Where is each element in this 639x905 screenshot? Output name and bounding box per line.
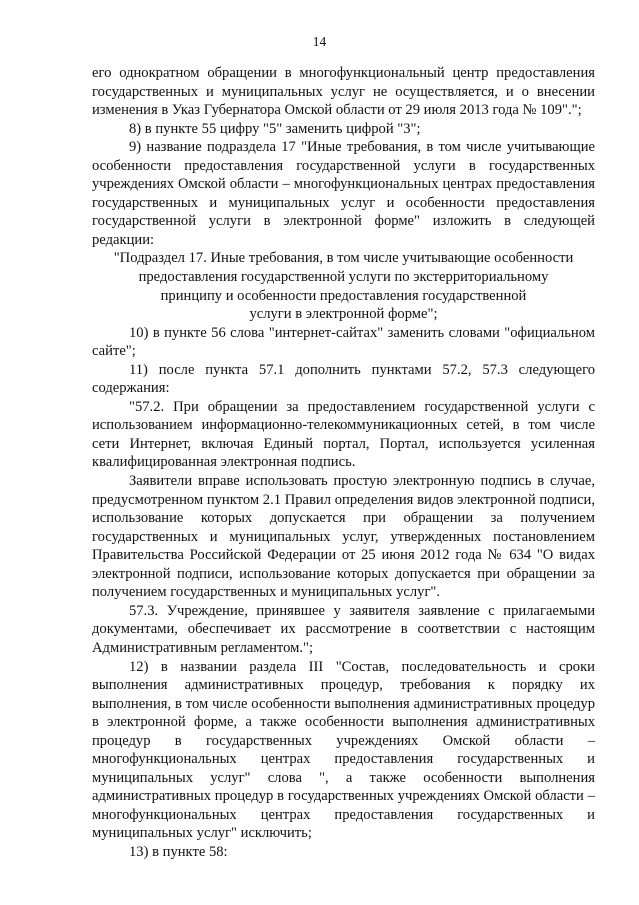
paragraph-item-10: 10) в пункте 56 слова "интернет-сайтах" заменить словами "официальном сайте"; xyxy=(92,324,595,360)
paragraph-item-11: 11) после пункта 57.1 дополнить пунктами 57.2, 57.3 следующего содержания: xyxy=(92,361,595,397)
paragraph-applicants: Заявители вправе использовать простую электронную подпись в случае, предусмотренном пунктом 2.1 Правил определения видов электронной подписи, использование которых допускается при обращении за получением государственных и муниципальных услуг, утвержденных постановлением Правительства Российской Федерации от 25 июня 2012 года № 634 "О видах электронной подписи, использование которых допускается при обращении за получением государственных и муниципальных услуг". xyxy=(92,473,595,601)
paragraph-item-8: 8) в пункте 55 цифру "5" заменить цифрой "3"; xyxy=(129,120,421,137)
paragraph-item-9: 9) название подраздела 17 "Иные требования, в том числе учитывающие особенности предоставления государственной услуги в государственных учреждениях Омской области – многофункциональных центрах предоставления государственных и муниципальных услуг и особенности предоставления государственной услуги в электронной форме" изложить в следующей редакции: xyxy=(92,139,595,248)
paragraph-57-2: "57.2. При обращении за предоставлением государственной услуги с использованием информационно-телекоммуникационных сетей, в том числе сети Интернет, включая Единый портал, Портал, используется усиленная квалифицированная электронная подпись. xyxy=(92,398,595,471)
paragraph-item-13: 13) в пункте 58: xyxy=(129,843,228,860)
paragraph-57-3: 57.3. Учреждение, принявшее у заявителя заявление с прилагаемыми документами, обеспечивает их рассмотрение в соответствии с настоящим Административным регламентом."; xyxy=(92,602,595,656)
quoted-title-line: услуги в электронной форме"; xyxy=(249,306,438,323)
quoted-title-line: принципу и особенности предоставления государственной xyxy=(160,287,527,304)
quoted-subsection-title xyxy=(92,249,595,323)
document-body xyxy=(92,64,595,862)
quoted-title-line: "Подраздел 17. Иные требования, в том числе учитывающие особенности xyxy=(113,250,574,267)
paragraph-continuation: его однократном обращении в многофункциональный центр предоставления государственных и муниципальных услуг не осуществляется, и о внесении изменения в Указ Губернатора Омской области от 29 июля 2013 года № 109"."; xyxy=(92,65,595,119)
quoted-title-line: предоставления государственной услуги по экстерриториальному xyxy=(138,269,549,286)
paragraph-item-12: 12) в названии раздела III "Состав, последовательность и сроки выполнения административных процедур, требования к порядку их выполнения, в том числе особенности выполнения административных процедур в электронной форме, а также особенности выполнения административных процедур в государственных учреждениях Омской области – многофункциональных центрах предоставления государственных и муниципальных услуг" слова ", а также особенности выполнения административных процедур в государственных учреждениях Омской области – многофункциональных центрах предоставления государственных и муниципальных услуг" исключить; xyxy=(92,658,595,842)
page-number: 14 xyxy=(312,34,327,49)
